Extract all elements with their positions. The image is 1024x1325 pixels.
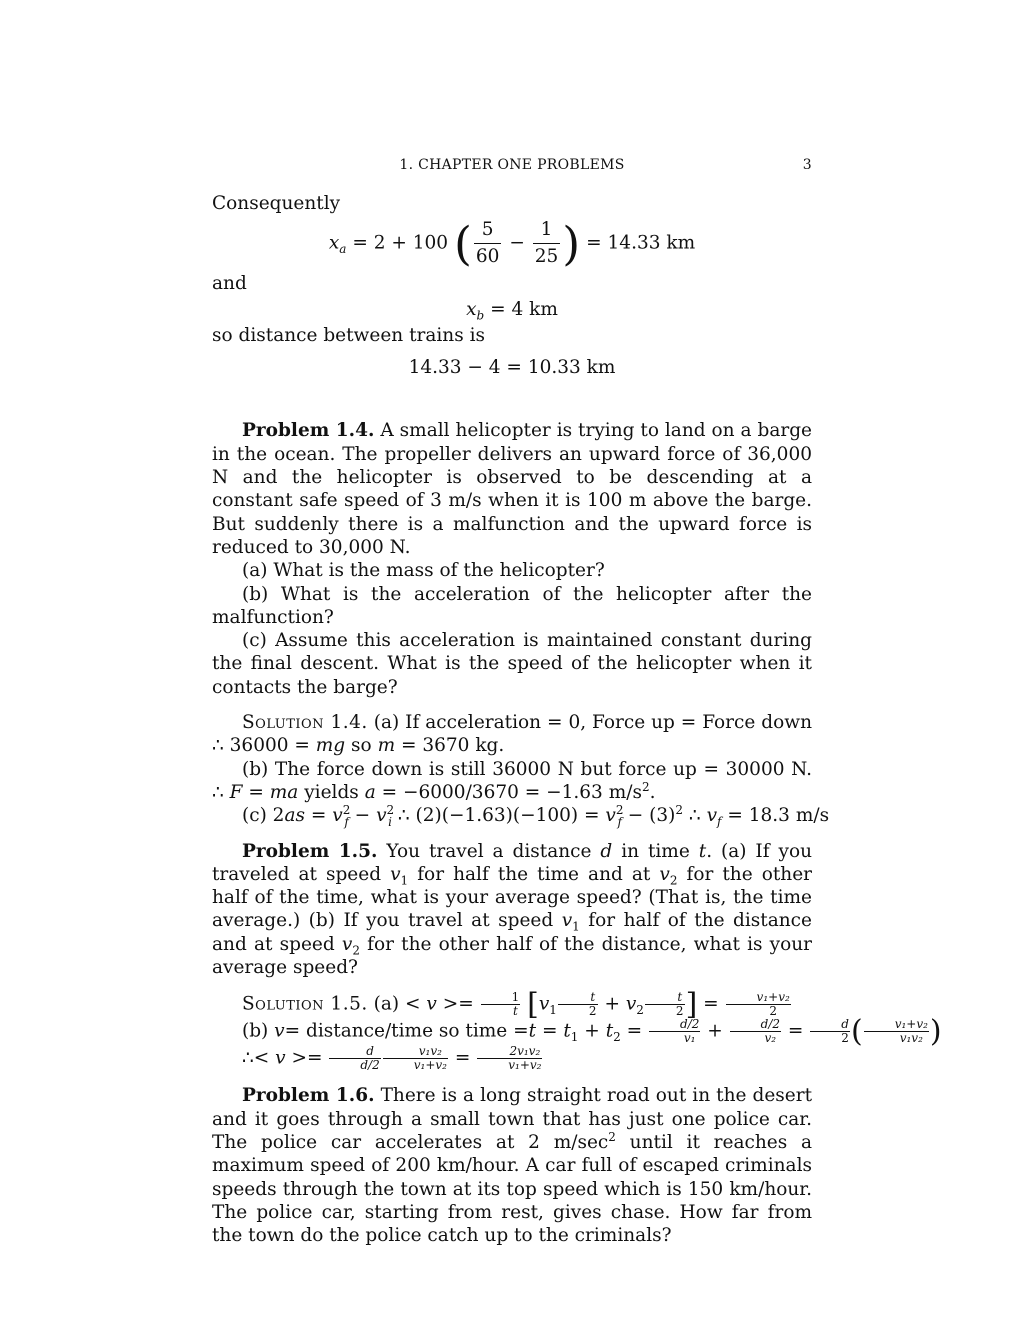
solution-1-4-part-b: (b) The force down is still 36000 N but force up = 30000 N. ∴ F = ma yields a = −6000/3670 = −1.63 $m/s^2$. bbox=[212, 758, 812, 803]
page-number: 3 bbox=[802, 157, 812, 173]
problem-1-4-part-c: (c) Assume this acceleration is maintained constant during the final descent. What is the speed of the helicopter when it contacts the barge? bbox=[212, 630, 812, 698]
problem-label: Problem 1.5. bbox=[242, 840, 378, 862]
solution-1-4: Solution 1.4. (a) If acceleration = 0, Force up = Force down ∴ 36000 = mg so m = 3670 kg. bbox=[212, 712, 812, 757]
problem-1-4: Problem 1.4. A small helicopter is trying to land on a barge in the ocean. The propeller delivers an upward force of 36,000 N and the helicopter is observed to be descending at a constant safe speed of 3 m/s when it is 100 m above the barge. But suddenly there is a malfunction and the upward force is reduced to 30,000 N. bbox=[212, 420, 812, 558]
consequently-text: Consequently bbox=[212, 193, 341, 214]
fraction: $\frac{\text{v₁v₂}}{\text{v₁+v₂}}$ bbox=[383, 1045, 448, 1072]
fraction: $\frac{5}{60}$ bbox=[475, 219, 500, 268]
fraction: $\frac{d/2}{\text{v₂}}$ bbox=[730, 1018, 781, 1045]
fraction: $\frac{t}{2}$ bbox=[645, 991, 685, 1018]
fraction: $\frac{\text{v₁+v₂}}{\text{v₁v₂}}$ bbox=[864, 1018, 929, 1045]
solution-1-5-conclusion: ∴< v >= $\frac{d}{d/2}$ $\frac{\text{v₁v₂}}{\text{v₁+v₂}}$ = $\frac{\text{2v₁v₂}}{\text{v₁+v₂}}$ bbox=[242, 1044, 542, 1073]
equation-xb: $x_b = 4$ km bbox=[466, 298, 558, 323]
problem-1-6: Problem 1.6. There is a long straight road out in the desert and it goes through a small town that has just one police car. The police car accelerates at 2 $m/\sec^2$ until it reaches a maximum speed of 200 km/hour. A car full of escaped criminals speeds through the town at its top speed which is 150 km/hour. The police car, starting from rest, gives chase. How far from the town do the police catch up to the criminals? bbox=[212, 1085, 813, 1247]
so-distance-text: so distance between trains is bbox=[212, 324, 486, 346]
solution-1-4-part-c: (c) $2as = v^2_f - v^2_i$ ∴ $(2)(-1.63)(-100) = v^2_f - (3)^2$ ∴ $v_f = 18.3$ m/s bbox=[242, 803, 830, 829]
fraction: $\frac{1}{t}$ bbox=[481, 991, 521, 1018]
fraction: $\frac{\text{2v₁v₂}}{\text{v₁+v₂}}$ bbox=[477, 1045, 542, 1072]
fraction: $\frac{\text{v₁+v₂}}{2}$ bbox=[726, 991, 791, 1018]
problem-label: Problem 1.4. bbox=[242, 420, 375, 442]
and-text: and bbox=[212, 273, 247, 295]
solution-label: Solution 1.5. bbox=[242, 993, 368, 1015]
problem-1-4-part-a: (a) What is the mass of the helicopter? bbox=[242, 560, 605, 582]
problem-label: Problem 1.6. bbox=[242, 1085, 375, 1107]
solution-1-5-part-a: Solution 1.5. (a) < v >= $\frac{1}{t}$ [$v_1$ $\frac{t}{2}$ + $v_2$ $\frac{t}{2}$ ] = $\frac{\text{v₁+v₂}}{2}$ bbox=[242, 987, 790, 1023]
problem-1-5: Problem 1.5. You travel a distance d in time t. (a) If you traveled at speed $v_1$ for half the time and at $v_2$ for the other half of the time, what is your average speed? (That is, the time average.) (b) If you travel at speed $v_1$ for half of the distance and at speed $v_2$ for the other half of the distance, what is your average speed? bbox=[212, 840, 813, 979]
problem-1-4-part-b: (b) What is the acceleration of the helicopter after the malfunction? bbox=[212, 583, 812, 628]
fraction: $\frac{d}{2}$ bbox=[810, 1018, 850, 1045]
fraction: $\frac{1}{25}$ bbox=[534, 219, 559, 268]
equation-xa: $x_a = 2 + 100$ ( $\frac{5}{60}$ − $\frac{1}{25}$ ) = 14.33 km bbox=[328, 216, 696, 271]
running-title: 1. CHAPTER ONE PROBLEMS bbox=[399, 157, 625, 173]
solution-1-5-part-b: (b) v= distance/time so time $=t = t_1 + t_2$ = $\frac{d/2}{\text{v₁}}$ + $\frac{d/2}{\text{v₂}}$ = $\frac{d}{2}$ ( $\frac{\text{v₁+v₂}}{\text{v₁v₂}}$ ) bbox=[242, 1014, 942, 1050]
solution-label: Solution 1.4. bbox=[242, 712, 368, 734]
page-body bbox=[212, 150, 942, 1247]
fraction: $\frac{t}{2}$ bbox=[558, 991, 598, 1018]
fraction: $\frac{d/2}{\text{v₁}}$ bbox=[649, 1018, 700, 1045]
fraction: $\frac{d}{d/2}$ bbox=[329, 1045, 380, 1072]
equation-distance: 14.33 − 4 = 10.33 km bbox=[408, 357, 616, 379]
